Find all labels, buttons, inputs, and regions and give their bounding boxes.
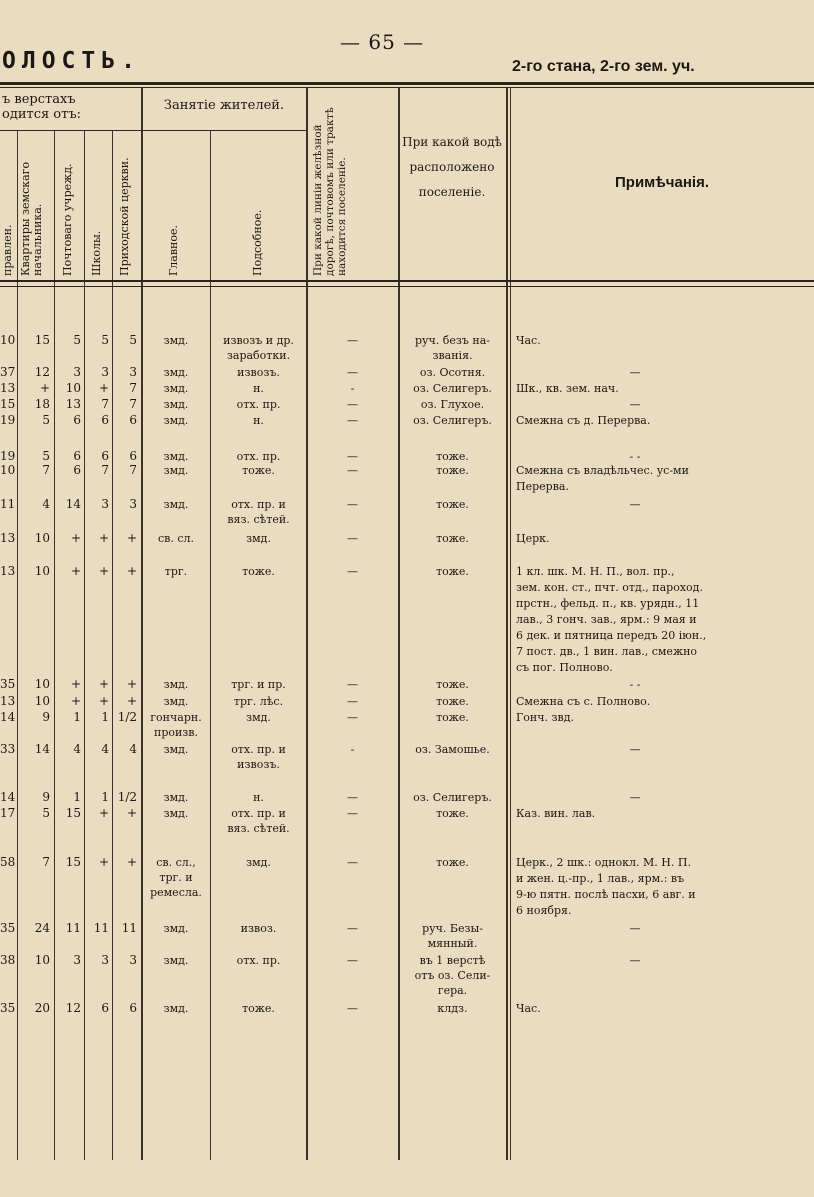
row-18-water: въ 1 верстѣ отъ оз. Сели- гера.: [414, 954, 491, 997]
row-2-d1: +: [39, 381, 50, 395]
row-10-d4: +: [126, 677, 137, 691]
row-16-road: —: [347, 856, 358, 869]
row-18-d3: 3: [101, 953, 109, 967]
row-1-d0: 37: [0, 365, 16, 379]
header-church: Приходской церкви.: [118, 157, 131, 276]
row-14-sec: н.: [253, 791, 264, 804]
row-16-main: св. сл., трг. и ремесла.: [150, 856, 202, 899]
row-10-d2: +: [70, 677, 81, 691]
page-title-right: 2-го стана, 2-го зем. уч.: [512, 58, 695, 75]
row-5-d0: 19: [0, 449, 16, 463]
row-11-sec: трг. лѣс.: [233, 695, 284, 708]
row-0-water: руч. безъ на- званія.: [414, 334, 490, 362]
row-5-d1: 5: [42, 449, 50, 463]
row-14-road: —: [347, 791, 358, 804]
row-19-water: клдз.: [437, 1002, 468, 1015]
header-volost: правлен.: [1, 224, 14, 276]
row-12-d3: 1: [101, 710, 109, 724]
row-13-sec: отх. пр. и извозъ.: [231, 743, 286, 771]
row-17-d1: 24: [34, 921, 50, 935]
row-9-main: трг.: [164, 565, 188, 578]
row-17-d4: 11: [121, 921, 137, 935]
row-0-d1: 15: [34, 333, 50, 347]
row-5-d2: 6: [73, 449, 81, 463]
row-19-d0: 35: [0, 1001, 16, 1015]
row-5-main: змд.: [163, 450, 189, 463]
row-16-water: тоже.: [436, 856, 469, 869]
row-4-road: —: [347, 414, 358, 427]
row-8-d2: +: [70, 531, 81, 545]
row-10-water: тоже.: [436, 678, 469, 691]
row-12-d4: 1/2: [117, 710, 137, 724]
row-18-d2: 3: [73, 953, 81, 967]
row-19-main: змд.: [163, 1002, 189, 1015]
row-3-road: —: [347, 398, 358, 411]
row-7-water: тоже.: [436, 498, 469, 511]
row-14-d3: 1: [101, 790, 109, 804]
row-17-d2: 11: [65, 921, 81, 935]
row-7-note: —: [629, 498, 641, 511]
row-15-d2: 15: [65, 806, 81, 820]
row-11-water: тоже.: [436, 695, 469, 708]
row-9-d2: +: [70, 564, 81, 578]
row-4-d3: 6: [101, 413, 109, 427]
row-18-note: —: [629, 954, 641, 967]
row-16-d0: 58: [0, 855, 16, 869]
row-11-road: —: [347, 695, 358, 708]
row-8-d1: 10: [34, 531, 50, 545]
row-8-water: тоже.: [436, 532, 469, 545]
row-14-water: оз. Селигеръ.: [413, 791, 492, 804]
row-7-d2: 14: [65, 497, 81, 511]
row-6-road: —: [347, 464, 358, 477]
row-13-d2: 4: [73, 742, 81, 756]
row-15-main: змд.: [163, 807, 189, 820]
row-2-note: Шк., кв. зем. нач.: [516, 382, 619, 395]
row-15-water: тоже.: [436, 807, 469, 820]
row-8-main: св. сл.: [158, 532, 194, 545]
row-9-note: 1 кл. шк. М. Н. П., вол. пр., зем. кон. ст., пчт. отд., пароход. прстн., фельд. п., кв. урядн., 11 лав., 3 гонч. зав., ярм.: 9 мая и 6 дек. и пятница передъ 20 іюн., 7 пост. дв., 1 вин. лав., смежно съ пог. Полново.: [516, 565, 707, 674]
row-15-d3: +: [98, 806, 109, 820]
row-6-d1: 7: [42, 463, 50, 477]
row-18-road: —: [347, 954, 358, 967]
row-3-sec: отх. пр.: [236, 398, 281, 411]
row-11-d2: +: [70, 694, 81, 708]
row-17-d0: 35: [0, 921, 16, 935]
row-0-d4: 5: [129, 333, 137, 347]
row-10-d0: 35: [0, 677, 16, 691]
row-11-d3: +: [98, 694, 109, 708]
row-1-sec: извозъ.: [237, 366, 280, 379]
row-1-note: —: [629, 366, 641, 379]
row-2-road: -: [350, 382, 355, 395]
row-2-sec: н.: [253, 382, 264, 395]
row-2-d2: 10: [65, 381, 81, 395]
row-8-d4: +: [126, 531, 137, 545]
row-16-d2: 15: [65, 855, 81, 869]
row-17-note: —: [629, 922, 641, 935]
row-15-note: Каз. вин. лав.: [516, 807, 596, 820]
row-10-d1: 10: [34, 677, 50, 691]
row-4-note: Смежна съ д. Перерва.: [516, 414, 651, 427]
row-7-d3: 3: [101, 497, 109, 511]
row-7-d0: 11: [0, 497, 16, 511]
row-19-sec: тоже.: [242, 1002, 275, 1015]
header-secondary: Подсобное.: [251, 209, 264, 276]
top-rule-thin: [0, 87, 814, 88]
row-19-d3: 6: [101, 1001, 109, 1015]
row-7-sec: отх. пр. и вяз. сѣтей.: [227, 498, 290, 526]
row-11-d1: 10: [34, 694, 50, 708]
header-road: При какой линіи желѣзной дорогѣ, почтовомъ или трактѣ находится поселеніе.: [312, 107, 348, 276]
row-8-road: —: [347, 532, 358, 545]
row-4-d4: 6: [129, 413, 137, 427]
row-10-note: - -: [629, 678, 641, 691]
row-8-d0: 13: [0, 531, 16, 545]
row-4-d2: 6: [73, 413, 81, 427]
row-10-d3: +: [98, 677, 109, 691]
row-16-d1: 7: [42, 855, 50, 869]
row-4-water: оз. Селигеръ.: [413, 414, 492, 427]
row-13-d4: 4: [129, 742, 137, 756]
row-0-main: змд.: [163, 334, 189, 347]
row-7-d1: 4: [42, 497, 50, 511]
row-15-d0: 17: [0, 806, 16, 820]
row-9-d0: 13: [0, 564, 16, 578]
row-6-d3: 7: [101, 463, 109, 477]
row-12-water: тоже.: [436, 711, 469, 724]
row-10-main: змд.: [163, 678, 189, 691]
row-11-d0: 13: [0, 694, 16, 708]
row-1-d1: 12: [34, 365, 50, 379]
row-7-main: змд.: [163, 498, 189, 511]
row-16-sec: змд.: [246, 856, 271, 869]
row-13-water: оз. Замошье.: [415, 743, 490, 756]
row-15-sec: отх. пр. и вяз. сѣтей.: [227, 807, 290, 835]
header-zemsky: Квартиры земскаго начальника.: [19, 161, 44, 276]
row-12-road: —: [347, 711, 358, 724]
row-14-main: змд.: [163, 791, 189, 804]
row-16-d3: +: [98, 855, 109, 869]
header-main: Главное.: [167, 225, 180, 276]
row-3-d4: 7: [129, 397, 137, 411]
row-9-road: —: [347, 565, 358, 578]
row-9-d1: 10: [34, 564, 50, 578]
row-12-d0: 14: [0, 710, 16, 724]
page-number: — 65 —: [340, 30, 425, 54]
row-14-note: —: [629, 791, 641, 804]
row-6-d4: 7: [129, 463, 137, 477]
row-18-d1: 10: [34, 953, 50, 967]
row-18-d4: 3: [129, 953, 137, 967]
row-17-road: —: [347, 922, 358, 935]
row-13-road: -: [350, 743, 355, 756]
row-19-note: Час.: [516, 1002, 541, 1015]
row-4-main: змд.: [163, 414, 189, 427]
row-2-water: оз. Селигеръ.: [413, 382, 492, 395]
row-3-d0: 15: [0, 397, 16, 411]
row-4-d0: 19: [0, 413, 16, 427]
header-distance-group: ъ верстахъ одится отъ:: [2, 92, 81, 122]
row-5-water: тоже.: [436, 450, 469, 463]
row-17-main: змд.: [163, 922, 189, 935]
row-11-d4: +: [126, 694, 137, 708]
row-9-water: тоже.: [436, 565, 469, 578]
row-2-d3: +: [98, 381, 109, 395]
row-3-d2: 13: [65, 397, 81, 411]
row-18-d0: 38: [0, 953, 16, 967]
row-14-d1: 9: [42, 790, 50, 804]
row-18-main: змд.: [163, 954, 189, 967]
row-9-d4: +: [126, 564, 137, 578]
row-6-water: тоже.: [436, 464, 469, 477]
header-notes: Примѣчанія.: [615, 174, 709, 191]
row-9-sec: тоже.: [242, 565, 275, 578]
row-11-main: змд.: [163, 695, 189, 708]
row-19-road: —: [347, 1002, 358, 1015]
row-10-road: —: [347, 678, 358, 691]
header-water: При какой водѣ расположено поселеніе.: [402, 135, 502, 199]
row-2-d4: 7: [129, 381, 137, 395]
row-5-d4: 6: [129, 449, 137, 463]
row-13-note: —: [629, 743, 641, 756]
row-1-main: змд.: [163, 366, 189, 379]
row-3-main: змд.: [163, 398, 189, 411]
row-7-road: —: [347, 498, 358, 511]
row-1-road: —: [347, 366, 358, 379]
page-title-left: ОЛОСТЬ.: [2, 48, 141, 74]
row-0-sec: извозъ и др. заработки.: [223, 334, 294, 362]
row-8-d3: +: [98, 531, 109, 545]
row-14-d0: 14: [0, 790, 16, 804]
row-17-d3: 11: [93, 921, 109, 935]
row-19-d2: 12: [65, 1001, 81, 1015]
row-13-d1: 14: [34, 742, 50, 756]
row-5-d3: 6: [101, 449, 109, 463]
row-0-d0: 10: [0, 333, 16, 347]
row-9-d3: +: [98, 564, 109, 578]
row-15-d4: +: [126, 806, 137, 820]
row-1-d2: 3: [73, 365, 81, 379]
row-19-d4: 6: [129, 1001, 137, 1015]
row-4-d1: 5: [42, 413, 50, 427]
row-3-note: —: [629, 398, 641, 411]
row-8-note: Церк.: [516, 532, 550, 545]
row-3-d3: 7: [101, 397, 109, 411]
row-14-d2: 1: [73, 790, 81, 804]
row-12-d2: 1: [73, 710, 81, 724]
row-2-main: змд.: [163, 382, 189, 395]
row-5-sec: отх. пр.: [236, 450, 281, 463]
row-15-d1: 5: [42, 806, 50, 820]
row-7-d4: 3: [129, 497, 137, 511]
row-13-main: змд.: [163, 743, 189, 756]
row-2-d0: 13: [0, 381, 16, 395]
header-occupation-group: Занятіе жителей.: [163, 98, 285, 113]
row-5-road: —: [347, 450, 358, 463]
row-1-water: оз. Осотня.: [419, 366, 486, 379]
row-12-d1: 9: [42, 710, 50, 724]
row-11-note: Смежна съ с. Полново.: [516, 695, 651, 708]
row-6-sec: тоже.: [242, 464, 275, 477]
row-13-d3: 4: [101, 742, 109, 756]
row-3-water: оз. Глухое.: [420, 398, 485, 411]
row-13-d0: 33: [0, 742, 16, 756]
row-4-sec: н.: [253, 414, 264, 427]
row-18-sec: отх. пр.: [236, 954, 281, 967]
row-12-note: Гонч. звд.: [516, 711, 574, 724]
row-10-sec: трг. и пр.: [231, 678, 286, 691]
row-6-note: Смежна съ владѣльчес. ус-ми Перерва.: [516, 464, 689, 493]
row-0-d3: 5: [101, 333, 109, 347]
row-12-main: гончарн. произв.: [150, 711, 202, 739]
row-0-road: —: [347, 334, 358, 347]
row-19-d1: 20: [34, 1001, 50, 1015]
header-post: Почтоваго учрежд.: [61, 163, 74, 276]
row-1-d4: 3: [129, 365, 137, 379]
row-6-main: змд.: [163, 464, 189, 477]
row-0-note: Час.: [516, 334, 541, 347]
top-rule: [0, 82, 814, 85]
row-14-d4: 1/2: [117, 790, 137, 804]
row-17-sec: извоз.: [240, 922, 277, 935]
row-12-sec: змд.: [246, 711, 271, 724]
header-school: Школы.: [90, 230, 103, 276]
row-8-sec: змд.: [246, 532, 271, 545]
row-17-water: руч. Безы- мянный.: [422, 922, 483, 950]
row-16-d4: +: [126, 855, 137, 869]
row-3-d1: 18: [34, 397, 50, 411]
row-5-note: - -: [629, 450, 641, 463]
row-1-d3: 3: [101, 365, 109, 379]
row-16-note: Церк., 2 шк.: однокл. М. Н. П. и жен. ц.-пр., 1 лав., ярм.: въ 9-ю пятн. послѣ пасхи, 6 авг. и 6 ноября.: [516, 856, 696, 917]
row-6-d2: 6: [73, 463, 81, 477]
row-0-d2: 5: [73, 333, 81, 347]
row-15-road: —: [347, 807, 358, 820]
row-6-d0: 10: [0, 463, 16, 477]
